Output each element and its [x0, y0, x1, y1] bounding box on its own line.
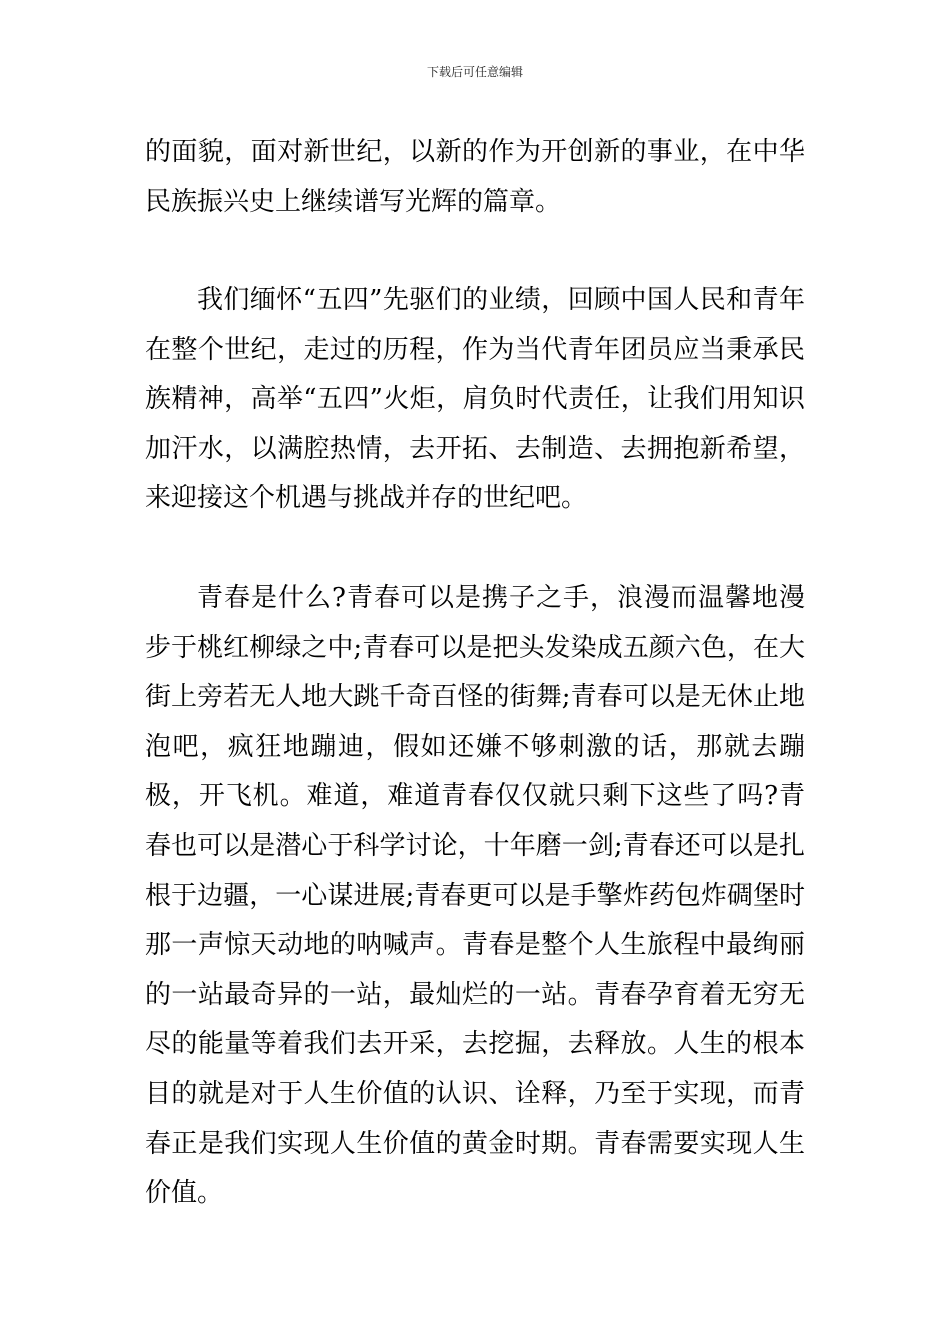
paragraph-2: 我们缅怀“五四”先驱们的业绩，回顾中国人民和青年在整个世纪，走过的历程，作为当代青年团员应当秉承民族精神，高举“五四”火炬，肩负时代责任，让我们用知识加汗水，以满腔热情，去开拓、去制造、去拥抱新希望，来迎接这个机遇与挑战并存的世纪吧。 [145, 285, 805, 514]
paragraph-3: 青春是什么?青春可以是携子之手，浪漫而温馨地漫步于桃红柳绿之中;青春可以是把头发染成五颜六色，在大街上旁若无人地大跳千奇百怪的街舞;青春可以是无休止地泡吧，疯狂地蹦迪，假如还嫌不够刺激的话，那就去蹦极，开飞机。难道，难道青春仅仅就只剩下这些了吗?青春也可以是潜心于科学讨论，十年磨一剑;青春还可以是扎根于边疆，一心谋进展;青春更可以是手擎炸药包炸碉堡时那一声惊天动地的呐喊声。青春是整个人生旅程中最绚丽的一站最奇异的一站，最灿烂的一站。青春孕育着无穷无尽的能量等着我们去开采，去挖掘，去释放。人生的根本目的就是对于人生价值的认识、诠释，乃至于实现，而青春正是我们实现人生价值的黄金时期。青春需要实现人生价值。 [145, 583, 805, 1209]
page-header: 下载后可任意编辑 [426, 65, 523, 79]
paragraph-1: 的面貌，面对新世纪，以新的作为开创新的事业，在中华民族振兴史上继续谱写光辉的篇章。 [145, 137, 805, 217]
